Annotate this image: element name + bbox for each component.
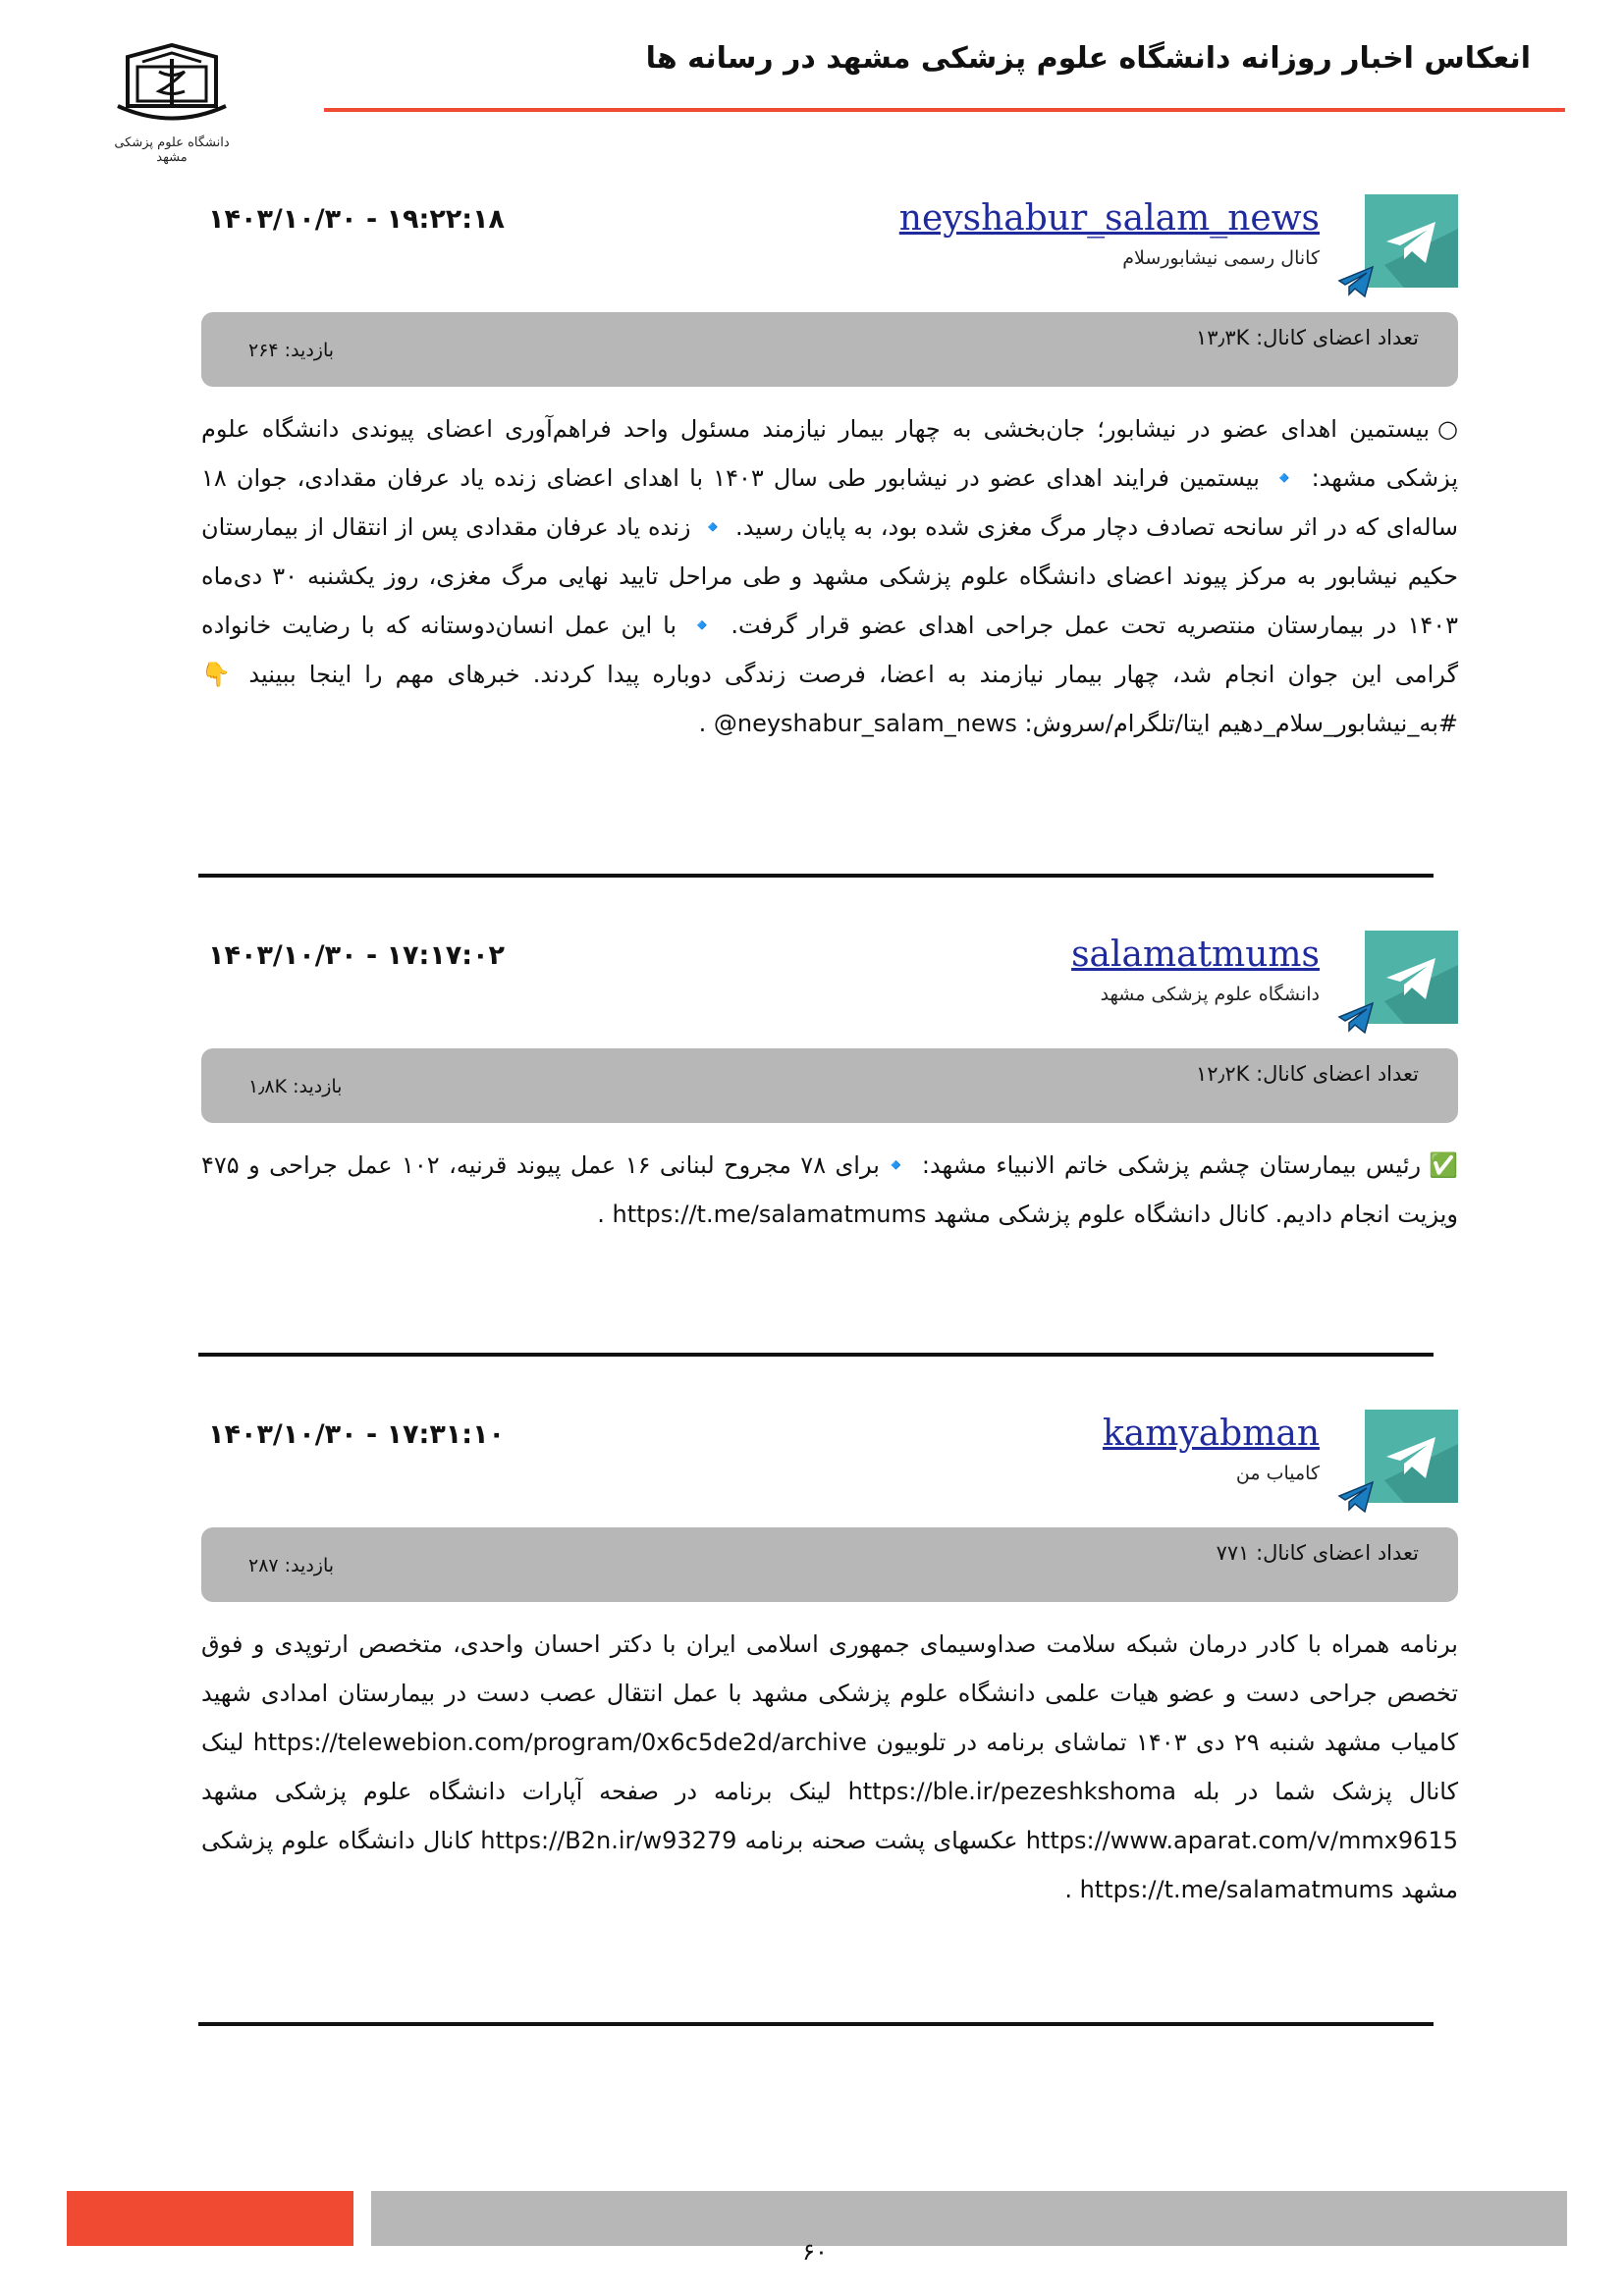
channel-members: تعداد اعضای کانال: ۷۷۱ [1216,1541,1419,1565]
channel-members: تعداد اعضای کانال: ۱۲٫۲K [1195,1062,1419,1086]
bullet-icon: ○ [1437,415,1458,443]
footer-accent-bar [67,2191,353,2246]
channel-link[interactable]: neyshabur_salam_news [898,198,1320,239]
channel-subtitle: کانال رسمی نیشابورسلام [1122,247,1320,269]
post-date: ۱۴۰۳/۱۰/۳۰ - ۱۹:۲۲:۱۸ [208,204,506,235]
view-count: بازدید: ۲۶۴ [248,340,335,361]
telegram-plane-icon [1337,265,1375,298]
post-date: ۱۴۰۳/۱۰/۳۰ - ۱۷:۳۱:۱۰ [208,1419,506,1450]
post-text: رئیس بیمارستان چشم پزشکی خاتم الانبیاء مشهد: 🔹برای ۷۸ مجروح لبنانی ۱۶ عمل پیوند قرنیه، ۱۰۲ عمل جراحی و ۴۷۵ ویزیت انجام دادیم. کانال دانشگاه علوم پزشکی مشهد https://t.me/salamatmums . [201,1151,1458,1228]
view-count: بازدید: ۱٫۸K [248,1076,343,1097]
channel-subtitle: کامیاب من [1235,1463,1320,1484]
telegram-plane-icon [1337,1001,1375,1035]
post-separator [198,2022,1434,2026]
post-separator [198,874,1434,878]
post-date: ۱۴۰۳/۱۰/۳۰ - ۱۷:۱۷:۰۲ [208,940,506,971]
checkmark-icon: ✅ [1429,1151,1458,1179]
page-number: ۶۰ [802,2238,828,2266]
telegram-plane-icon [1337,1480,1375,1514]
post-body [201,1141,1458,1239]
footer-bar [371,2191,1567,2246]
header-divider [324,108,1565,112]
stats-bar [201,1527,1458,1602]
post-text: برنامه همراه با کادر درمان شبکه سلامت صداوسیمای جمهوری اسلامی ایران با دکتر احسان واحدی، متخصص ارتوپدی و فوق تخصص جراحی دست و عضو هیات علمی دانشگاه علوم پزشکی مشهد با عمل انتقال عصب دست در بیمارستان امدادی شهید کامیاب مشهد شنبه ۲۹ دی ۱۴۰۳ تماشای برنامه در تلوبیون https://telewebion.com/program/0x6c5de2d/archive لینک کانال پزشک شما در بله https://ble.ir/pezeshkshoma لینک برنامه در صفحه آپارات دانشگاه علوم پزشکی مشهد https://www.aparat.com/v/mmx9615 عکسهای پشت صحنه برنامه https://B2n.ir/w93279 کانال دانشگاه علوم پزشکی مشهد https://t.me/salamatmums . [201,1630,1459,1903]
post-body [201,1620,1458,1914]
view-count: بازدید: ۲۸۷ [248,1555,335,1576]
post-separator [198,1353,1434,1357]
page-title: انعکاس اخبار روزانه دانشگاه علوم پزشکی مشهد در رسانه ها [645,41,1531,76]
channel-link[interactable]: salamatmums [1071,934,1320,975]
logo-caption: دانشگاه علوم پزشکی مشهد [114,135,230,165]
channel-link[interactable]: kamyabman [1102,1414,1320,1454]
channel-subtitle: دانشگاه علوم پزشکی مشهد [1100,984,1320,1005]
telegram-icon [1365,1410,1458,1503]
channel-members: تعداد اعضای کانال: ۱۳٫۳K [1195,326,1419,349]
stats-bar [201,1048,1458,1123]
telegram-icon [1365,194,1458,288]
post-body [201,404,1458,748]
post-text: بیستمین اهدای عضو در نیشابور؛ جان‌بخشی به چهار بیمار نیازمند مسئول واحد فراهم‌آوری اعضای پیوندی دانشگاه علوم پزشکی مشهد: 🔹 بیستمین فرایند اهدای عضو در نیشابور طی سال ۱۴۰۳ با اهدای اعضای زنده یاد عرفان مقدادی، جوان ۱۸ ساله‌ای که در اثر سانحه تصادف دچار مرگ مغزی شده بود، به پایان رسید. 🔹 زنده یاد عرفان مقدادی پس از انتقال از بیمارستان حکیم نیشابور به مرکز پیوند اعضای دانشگاه علوم پزشکی مشهد و طی مراحل تایید نهایی مرگ مغزی، روز یکشنبه ۳۰ دی‌ماه ۱۴۰۳ در بیمارستان منتصریه تحت عمل جراحی اهدای عضو قرار گرفت. 🔹 با این عمل انسان‌دوستانه که با رضایت خانواده گرامی این جوان انجام شد، چهار بیمار نیازمند به اعضا، فرصت زندگی دوباره پیدا کردند. خبرهای مهم را اینجا ببینید 👇 #به_نیشابور_سلام_دهیم ایتا/تلگرام/سروش: ‎@neyshabur_salam_news . [201,415,1459,737]
stats-bar [201,312,1458,387]
telegram-icon [1365,931,1458,1024]
